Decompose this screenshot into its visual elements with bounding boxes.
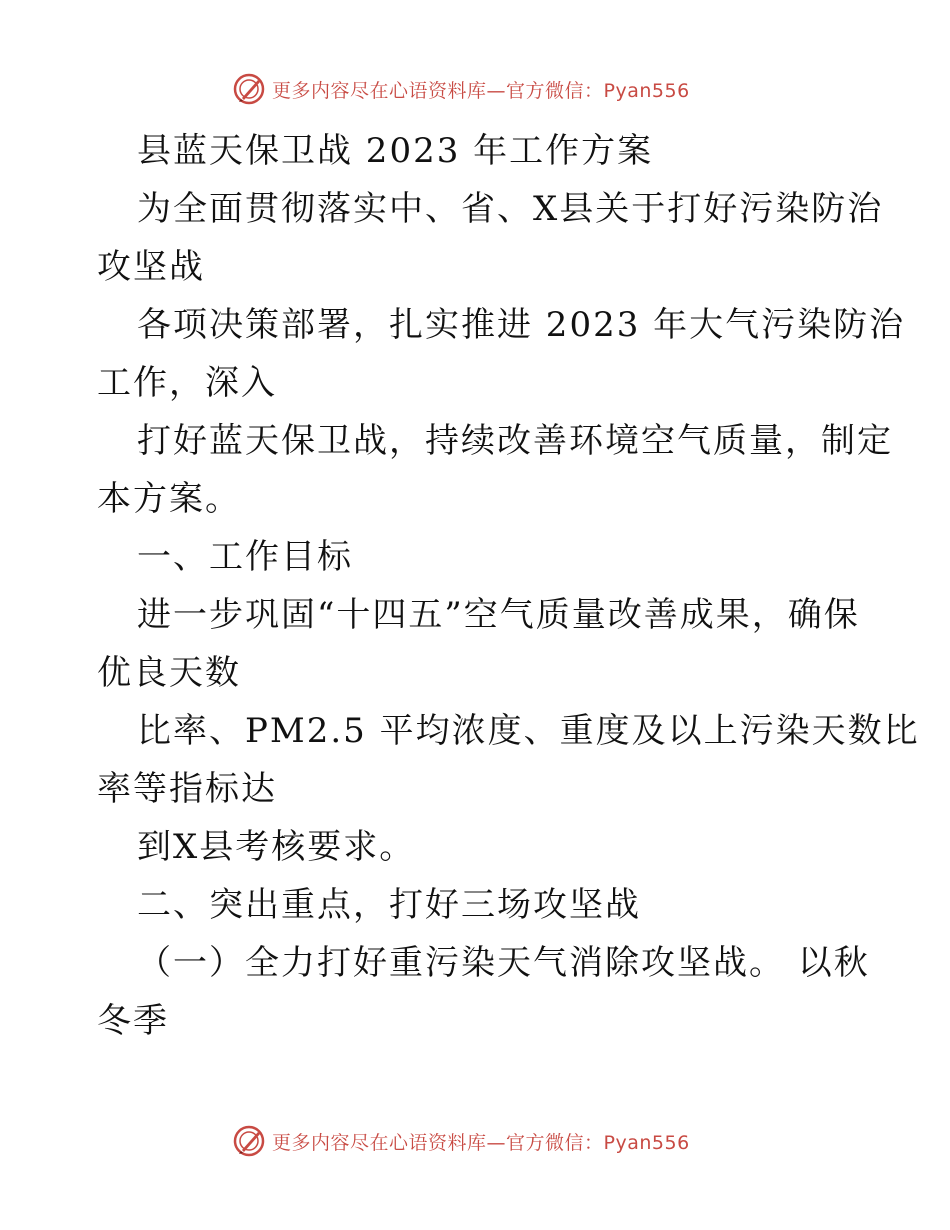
pen-seal-icon	[232, 72, 266, 106]
paragraph-line: 比率、PM2.5 平均浓度、重度及以上污染天数比	[137, 711, 920, 751]
paragraph-line: 打好蓝天保卫战，持续改善环境空气质量，制定	[137, 421, 893, 461]
paragraph-line: 进一步巩固“十四五”空气质量改善成果，确保	[137, 595, 860, 635]
pen-seal-icon	[232, 1124, 266, 1158]
section-heading: 一、工作目标	[137, 537, 353, 577]
paragraph-line: 率等指标达	[97, 769, 277, 809]
paragraph-line: 本方案。	[97, 479, 241, 519]
paragraph-line: 为全面贯彻落实中、省、X县关于打好污染防治	[137, 189, 884, 229]
watermark-text: 更多内容尽在心语资料库—官方微信：Pyan556	[272, 79, 690, 102]
subsection-heading: （一）全力打好重污染天气消除攻坚战。 以秋	[137, 943, 870, 983]
paragraph-line: 工作，深入	[97, 363, 277, 403]
section-heading: 二、突出重点，打好三场攻坚战	[137, 885, 641, 925]
watermark-banner-bottom	[232, 1124, 712, 1158]
doc-title: 县蓝天保卫战 2023 年工作方案	[137, 131, 654, 171]
paragraph-line: 到X县考核要求。	[137, 827, 416, 867]
document-body	[97, 122, 920, 1050]
paragraph-line: 优良天数	[97, 653, 241, 693]
paragraph-line: 冬季	[97, 1001, 169, 1041]
watermark-text: 更多内容尽在心语资料库—官方微信：Pyan556	[272, 1131, 690, 1154]
paragraph-line: 攻坚战	[97, 247, 205, 287]
watermark-banner-top	[232, 72, 712, 106]
paragraph-line: 各项决策部署，扎实推进 2023 年大气污染防治	[137, 305, 906, 345]
